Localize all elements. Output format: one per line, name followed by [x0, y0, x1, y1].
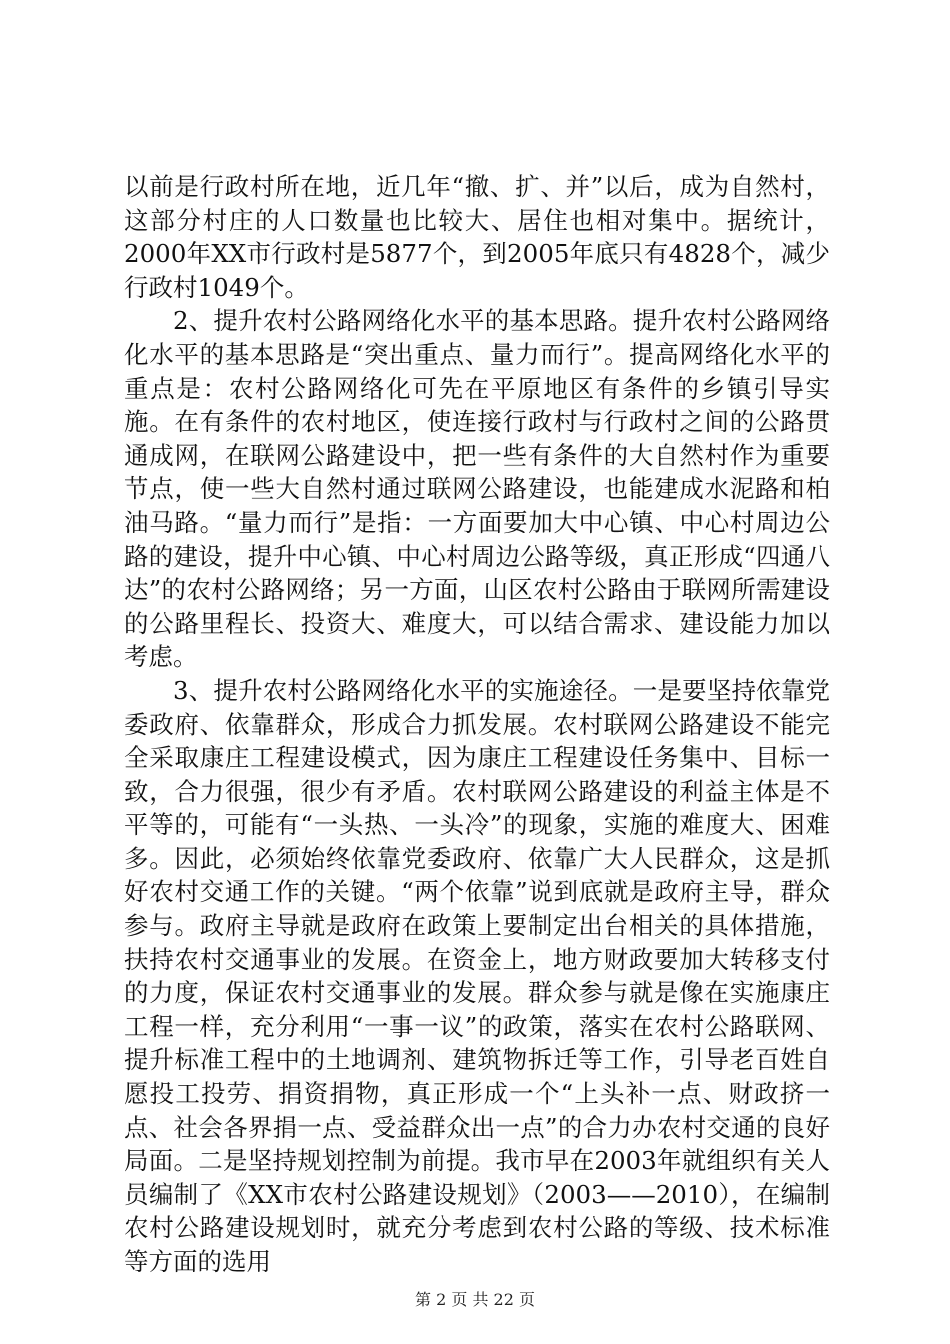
paragraph-basic-approach: 2、提升农村公路网络化水平的基本思路。提升农村公路网络化水平的基本思路是“突出重点、量力而行”。提高网络化水平的重点是：农村公路网络化可先在平原地区有条件的乡镇引导实施。在有条件的农村地区，使连接行政村与行政村之间的公路贯通成网，在联网公路建设中，把一些有条件的大自然村作为重要节点，使一些大自然村通过联网公路建设，也能建成水泥路和柏油马路。“量力而行”是指：一方面要加大中心镇、中心村周边公路的建设，提升中心镇、中心村周边公路等级，真正形成“四通八达”的农村公路网络；另一方面，山区农村公路由于联网所需建设的公路里程长、投资大、难度大，可以结合需求、建设能力加以考虑。	[124, 306, 830, 672]
page-footer: 第 2 页 共 22 页	[415, 1290, 535, 1309]
document-body	[124, 170, 830, 1279]
paragraph-continued: 以前是行政村所在地，近几年“撤、扩、并”以后，成为自然村，这部分村庄的人口数量也比较大、居住也相对集中。据统计，2000年XX市行政村是5877个，到2005年底只有4828个，减少行政村1049个。	[124, 172, 830, 302]
paragraph-implementation: 3、提升农村公路网络化水平的实施途径。一是要坚持依靠党委政府、依靠群众，形成合力抓发展。农村联网公路建设不能完全采取康庄工程建设模式，因为康庄工程建设任务集中、目标一致，合力很强，很少有矛盾。农村联网公路建设的利益主体是不平等的，可能有“一头热、一头冷”的现象，实施的难度大、困难多。因此，必须始终依靠党委政府、依靠广大人民群众，这是抓好农村交通工作的关键。“两个依靠”说到底就是政府主导，群众参与。政府主导就是政府在政策上要制定出台相关的具体措施，扶持农村交通事业的发展。在资金上，地方财政要加大转移支付的力度，保证农村交通事业的发展。群众参与就是像在实施康庄工程一样，充分利用“一事一议”的政策，落实在农村公路联网、提升标准工程中的土地调剂、建筑物拆迁等工作，引导老百姓自愿投工投劳、捐资捐物，真正形成一个“上头补一点、财政挤一点、社会各界捐一点、受益群众出一点”的合力办农村交通的良好局面。二是坚持规划控制为前提。我市早在2003年就组织有关人员编制了《XX市农村公路建设规划》（2003——2010），在编制农村公路建设规划时，就充分考虑到农村公路的等级、技术标准等方面的选用	[124, 675, 830, 1276]
